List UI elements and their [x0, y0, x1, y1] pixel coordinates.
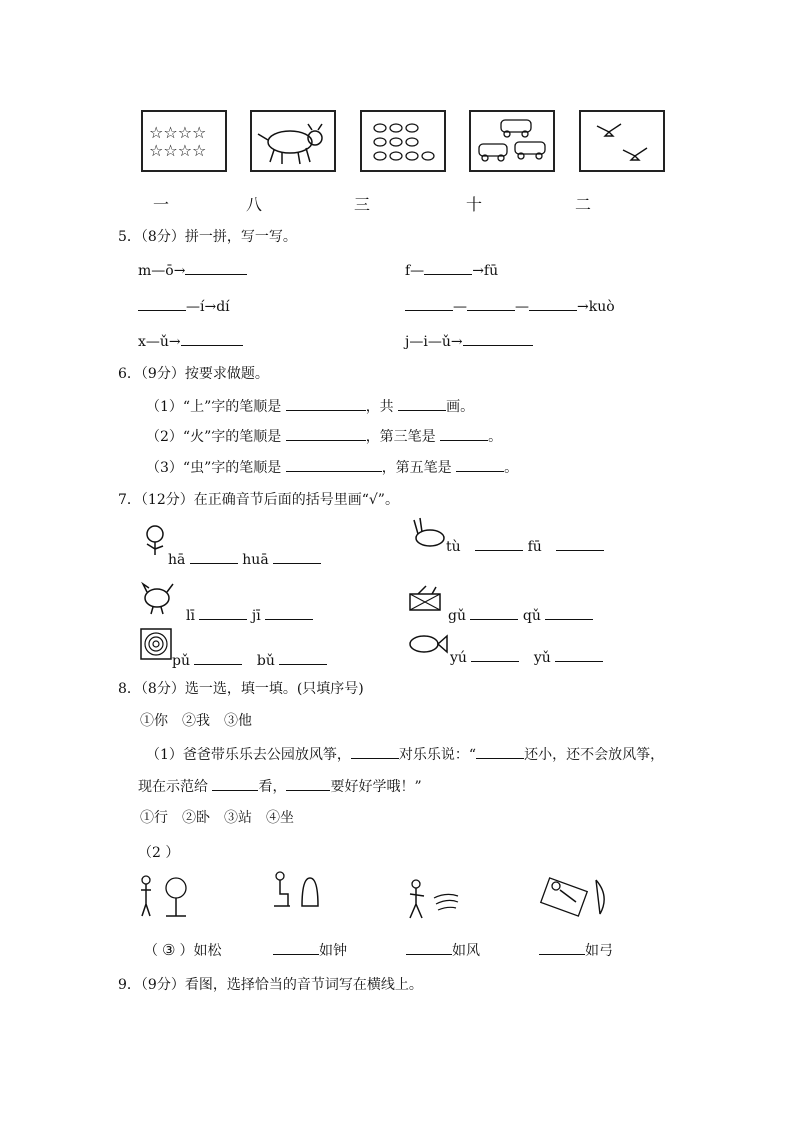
q6-item3: [146, 457, 518, 477]
q6-item2-c: 。: [488, 429, 503, 445]
q7-rabbit-options: [446, 536, 604, 555]
q5-row2-right: [405, 296, 615, 315]
q6-item3-c: 。: [504, 460, 519, 476]
answer-blank[interactable]: [475, 536, 523, 551]
answer-blank[interactable]: [440, 426, 488, 441]
pinyin-option: hā: [168, 552, 186, 568]
q8-posture-answers: [144, 940, 221, 960]
pinyin-option: jī: [251, 608, 261, 624]
q8-options-pronouns: ①你 ②我 ③他: [140, 713, 252, 729]
paren-close: ）: [179, 943, 194, 959]
answer-blank[interactable]: [555, 647, 603, 662]
q5-row2-right-tail: →kuò: [577, 299, 615, 315]
answer-blank[interactable]: [405, 296, 453, 311]
answer-blank[interactable]: [286, 776, 330, 791]
q8-p1-b: 对乐乐说：“: [398, 747, 477, 763]
answer-blank[interactable]: [273, 940, 319, 955]
pinyin-option: yú: [450, 650, 467, 666]
answer-blank[interactable]: [467, 296, 515, 311]
q8-title: 8．（8分）选一选，填一填。(只填序号): [118, 681, 364, 697]
q6-item1-b: ，共: [365, 399, 394, 415]
q7-flower-options: [168, 549, 321, 568]
q8-p1-c: 还小，还不会放风筝，: [524, 747, 665, 763]
phrase-bell: 如钟: [319, 943, 347, 959]
q7-rooster-options: [186, 605, 313, 624]
pinyin-option: pǔ: [172, 653, 190, 669]
pinyin-option: tù: [446, 539, 461, 555]
sitting-bell-picture: [272, 870, 322, 910]
answer-blank[interactable]: [181, 331, 243, 346]
number-2: 二: [575, 195, 592, 214]
q6-title: 6．（9分）按要求做题。: [118, 366, 269, 382]
q5-row1-left: [138, 260, 247, 279]
q7-fish-options: [450, 647, 603, 666]
rooster-icon: [139, 580, 175, 614]
answer-blank[interactable]: [351, 744, 399, 759]
answer-blank[interactable]: [424, 260, 472, 275]
number-10: 十: [466, 195, 483, 214]
pinyin-option: huā: [242, 552, 269, 568]
q5-row1-right-tail: →fū: [472, 263, 499, 279]
answer-blank[interactable]: [471, 647, 519, 662]
q6-item2: [146, 426, 502, 446]
answer-blank[interactable]: [529, 296, 577, 311]
q5-row3-left: [138, 331, 243, 350]
q5-row2-left: [138, 296, 230, 315]
q7-spiral-options: [172, 650, 327, 669]
cars-drawing: [471, 112, 553, 170]
pinyin-option: yǔ: [533, 650, 551, 666]
drum-icon: [408, 586, 442, 614]
answer-blank[interactable]: [286, 396, 366, 411]
picture-ox: [250, 110, 336, 172]
answer-blank[interactable]: [212, 776, 258, 791]
number-8: 八: [246, 195, 263, 214]
answer-blank[interactable]: [398, 396, 446, 411]
spiral-target-icon: [140, 628, 172, 660]
stars-drawing: [143, 112, 225, 170]
pinyin-option: gǔ: [448, 608, 466, 624]
q5-row2-left-tail: —í→dí: [186, 299, 230, 315]
q5-row3-right-text: j—i—ǔ→: [405, 334, 463, 350]
answer-value[interactable]: ③: [162, 941, 176, 959]
answer-blank[interactable]: [463, 331, 533, 346]
phrase-pine: 如松: [193, 943, 222, 959]
number-1: 一: [153, 195, 170, 214]
q8-phrase-bell: [273, 940, 347, 960]
answer-blank[interactable]: [194, 650, 242, 665]
answer-blank[interactable]: [199, 605, 247, 620]
q8-phrase-bow: [539, 940, 613, 960]
standing-pine-picture: [138, 874, 192, 918]
ox-drawing: [252, 112, 334, 170]
q5-row1-left-text: m—ō→: [138, 263, 186, 279]
q5-dash: —: [515, 299, 529, 315]
svg-text:☆☆☆☆: ☆☆☆☆: [149, 141, 207, 160]
answer-blank[interactable]: [286, 426, 366, 441]
rabbit-icon: [408, 518, 448, 548]
q9-title: 9．（9分）看图，选择恰当的音节词写在横线上。: [118, 977, 423, 993]
q8-part1-line2: [138, 776, 422, 796]
q8-phrase-wind: [406, 940, 480, 960]
q8-p1-f: 要好好学哦！”: [330, 779, 422, 795]
answer-blank[interactable]: [556, 536, 604, 551]
answer-blank[interactable]: [286, 457, 382, 472]
paren-open: （: [144, 943, 158, 959]
q8-part1-line1: [146, 744, 664, 764]
ducks-drawing: [362, 112, 444, 170]
answer-blank[interactable]: [545, 605, 593, 620]
pinyin-option: lī: [186, 608, 195, 624]
q6-item1: [146, 396, 474, 416]
q7-drum-options: [448, 605, 593, 624]
pinyin-option: fū: [527, 539, 542, 555]
answer-blank[interactable]: [456, 457, 504, 472]
q6-item2-a: （2）“火”字的笔顺是: [146, 429, 282, 445]
q8-part2-label: （2 ）: [138, 845, 180, 861]
walking-wind-picture: [406, 878, 460, 920]
birds-drawing: [581, 112, 663, 170]
q8-options-postures: ①行 ②卧 ③站 ④坐: [140, 810, 294, 826]
q5-row1-right-text: f—: [405, 263, 425, 279]
answer-blank[interactable]: [273, 549, 321, 564]
lying-bow-picture: [540, 876, 616, 918]
fish-icon: [406, 632, 448, 656]
q6-item1-a: （1）“上”字的笔顺是: [146, 399, 282, 415]
answer-blank[interactable]: [190, 549, 238, 564]
phrase-bow: 如弓: [585, 943, 613, 959]
q6-item1-c: 画。: [446, 399, 475, 415]
q5-row3-left-text: x—ǔ→: [138, 334, 181, 350]
q6-item3-b: ，第五笔是: [381, 460, 452, 476]
q6-item3-a: （3）“虫”字的笔顺是: [146, 460, 282, 476]
q8-p1-a: （1）爸爸带乐乐去公园放风筝，: [146, 747, 351, 763]
answer-blank[interactable]: [265, 605, 313, 620]
q5-row3-right: [405, 331, 533, 350]
q7-title: 7．（12分）在正确音节后面的括号里画“√”。: [118, 492, 399, 508]
answer-blank[interactable]: [185, 260, 247, 275]
phrase-wind: 如风: [452, 943, 480, 959]
q5-dash: —: [453, 299, 467, 315]
svg-text:☆☆☆☆: ☆☆☆☆: [149, 123, 207, 142]
answer-blank[interactable]: [539, 940, 585, 955]
pinyin-option: bǔ: [256, 653, 275, 669]
picture-birds: [579, 110, 665, 172]
picture-cars: [469, 110, 555, 172]
picture-stars: [141, 110, 227, 172]
answer-blank[interactable]: [406, 940, 452, 955]
q8-p1-e: 看，: [258, 779, 287, 795]
number-3: 三: [354, 195, 371, 214]
pinyin-option: qǔ: [522, 608, 541, 624]
q5-title: 5．（8分）拼一拼，写一写。: [118, 229, 297, 245]
q6-item2-b: ，第三笔是: [365, 429, 436, 445]
q5-row1-right: [405, 260, 498, 279]
answer-blank[interactable]: [470, 605, 518, 620]
answer-blank[interactable]: [138, 296, 186, 311]
answer-blank[interactable]: [279, 650, 327, 665]
answer-blank[interactable]: [476, 744, 524, 759]
q8-p1-d: 现在示范给: [138, 779, 208, 795]
picture-ducks: [360, 110, 446, 172]
